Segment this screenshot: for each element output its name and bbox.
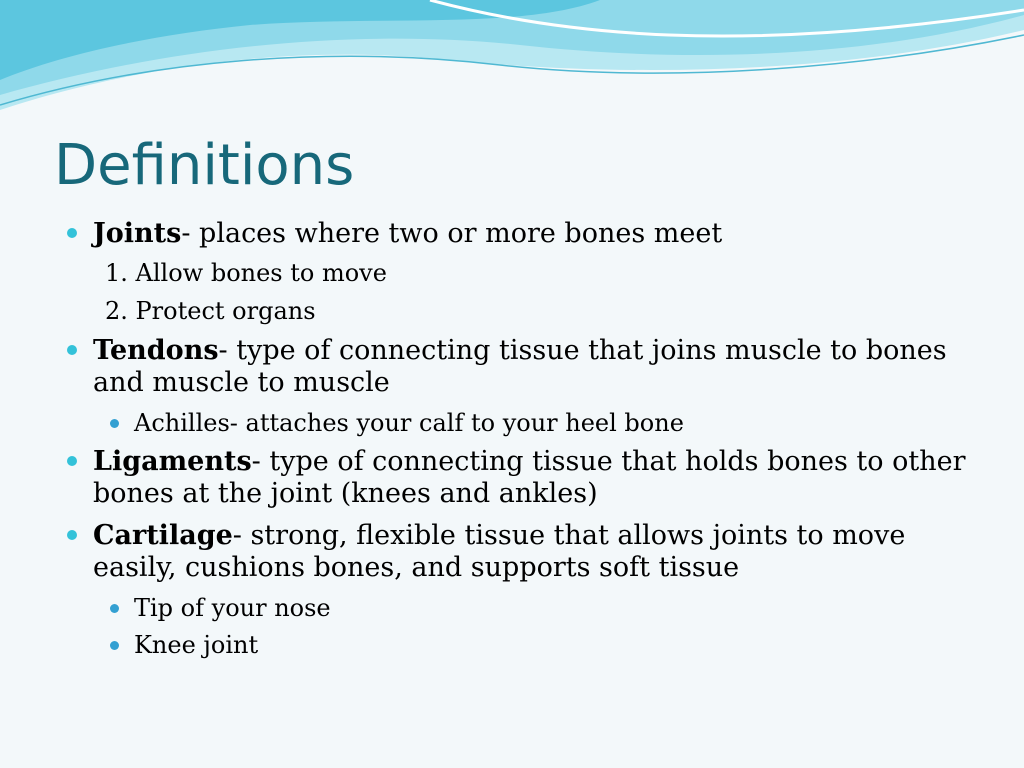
sub-item-text: Tip of your nose	[134, 594, 331, 622]
header-wave-decoration	[0, 0, 1024, 120]
slide-title: Definitions	[54, 133, 355, 198]
list-item-cartilage	[93, 520, 973, 584]
bullet-icon	[110, 604, 119, 613]
bullet-icon	[110, 641, 119, 650]
bullet-icon	[110, 419, 119, 428]
bullet-icon	[67, 530, 77, 540]
sub-item-knee	[134, 630, 994, 660]
sub-item-text: Knee joint	[134, 631, 259, 659]
list-item-tendons	[93, 335, 973, 399]
term-label: Ligaments	[93, 446, 252, 477]
term-definition: - type of connecting tissue that holds bones to other bones at the joint (knees and ankles)	[93, 446, 966, 509]
sub-item-nose	[134, 593, 994, 623]
sub-item: 2. Protect organs	[105, 297, 316, 325]
sub-item: 1. Allow bones to move	[105, 259, 387, 287]
sub-item-text: Achilles- attaches your calf to your heel bone	[134, 409, 684, 437]
term-label: Tendons	[93, 335, 219, 366]
term-definition: - strong, flexible tissue that allows joints to move easily, cushions bones, and supports soft tissue	[93, 520, 906, 583]
bullet-icon	[67, 456, 77, 466]
sub-item-achilles	[134, 408, 994, 438]
term-label: Cartilage	[93, 520, 233, 551]
bullet-icon	[67, 228, 77, 238]
term-definition: - places where two or more bones meet	[181, 218, 723, 249]
term-definition: - type of connecting tissue that joins muscle to bones and muscle to muscle	[93, 335, 947, 398]
term-label: Joints	[93, 218, 182, 249]
bullet-icon	[67, 345, 77, 355]
list-item-ligaments	[93, 446, 973, 510]
list-item-joints	[93, 218, 973, 250]
